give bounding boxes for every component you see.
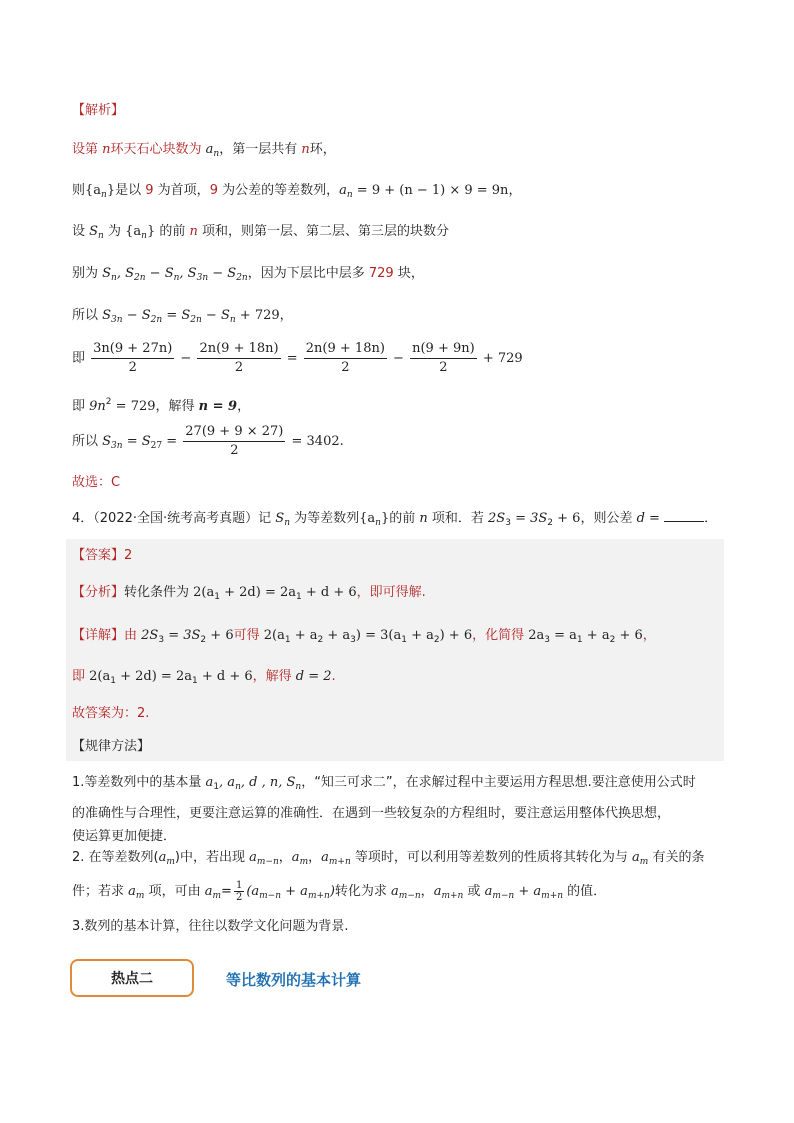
hot-point-box: 热点二 bbox=[70, 959, 194, 997]
analysis-line-3: 设 $S_n$ 为 $\{a_n\}$ 的前 n 项和，则第一层、第二层、第三层的块数分 bbox=[72, 224, 449, 241]
analysis-line-7: 即 $9n^2 = 729$，解得 n = 9， bbox=[72, 397, 251, 414]
method-p2: 的准确性与合理性，更要注意运算的准确性．在遇到一些较复杂的方程组时，要注意运用整体代换思想， bbox=[72, 806, 671, 821]
method-p3: 使运算更加便捷． bbox=[72, 829, 177, 844]
analysis-line-5: 所以 $S_{3n} - S_{2n} = S_{2n} - S_n + 729$， bbox=[72, 308, 293, 325]
answer-blank bbox=[664, 509, 704, 522]
answer-line: 【答案】2 bbox=[72, 548, 133, 563]
method-p6: 3.数列的基本计算，往往以数学文化问题为背景. bbox=[72, 919, 349, 934]
analysis-line-6: 即 $\frac{3n(9 + 27n)}{2}$ − $\frac{2n(9 + 18n)}{2}$ = $\frac{2n(9 + 18n)}{2}$ − $\frac{n(9 + 9n)}{2}$ + 729 bbox=[72, 341, 523, 375]
question-4: 4．（2022·全国·统考高考真题）记 $S_n$ 为等差数列$\{a_n\}$的前 n 项和．若 $2S_3 = 3S_2 + 6$，则公差 d = ． bbox=[72, 511, 718, 528]
answer-shade bbox=[66, 539, 724, 761]
analysis-line-8: 所以 $S_{3n} = S_{27}$ = $\frac{27(9 + 9 \times 27)}{2}$ = 3402. bbox=[72, 424, 344, 458]
method-header: 【规律方法】 bbox=[72, 739, 151, 754]
xiangjie-line-1: 【详解】由 $2S_3 = 3S_2 + 6$可得 $2(a_1 + a_2 + a_3) = 3(a_1 + a_2) + 6$，化简得 $2a_3 = a_1 + a_2 + 6$， bbox=[72, 628, 656, 645]
final-answer: 故答案为：2. bbox=[72, 706, 150, 721]
method-p1: 1.等差数列中的基本量 $a_1$, $a_n$, d , n, $S_n$，“知三可求二”，在求解过程中主要运用方程思想.要注意使用公式时 bbox=[72, 775, 696, 792]
analysis-line-4: 别为 $S_n$, $S_{2n} - S_n$, $S_{3n} - S_{2n}$，因为下层比中层多 729 块， bbox=[72, 266, 424, 283]
analysis-line-2: 则$\{a_n\}$是以 9 为首项，9 为公差的等差数列，$a_n = 9 + (n - 1) \times 9 = 9n$， bbox=[72, 183, 522, 200]
xiangjie-line-2: 即 $2(a_1 + 2d) = 2a_1 + d + 6$，解得 d = 2. bbox=[72, 669, 336, 686]
method-p4: 2. 在等差数列$(a_m)$中，若出现 $a_{m-n}$，$a_m$，$a_{m+n}$ 等项时，可以利用等差数列的性质将其转化为与 $a_m$ 有关的条 bbox=[72, 850, 705, 867]
analysis-header: 【解析】 bbox=[72, 103, 125, 118]
method-p5: 件；若求 $a_m$ 项，可由 $a_m=$ $\frac{1}{2}$ $(a_{m-n} + a_{m+n})$转化为求 $a_{m-n}$，$a_{m+n}$ 或 $a_{m-n} + a_{m+n}$ 的值． bbox=[72, 880, 607, 903]
analysis-choice: 故选：C bbox=[72, 475, 121, 490]
analysis-line-1: 设第 n环天石心块数为 $a_n$，第一层共有 n环， bbox=[72, 142, 336, 159]
hot-point-title: 等比数列的基本计算 bbox=[226, 971, 362, 989]
fenxi-line: 【分析】转化条件为 $2(a_1 + 2d) = 2a_1 + d + 6$，即可得解. bbox=[72, 585, 426, 602]
